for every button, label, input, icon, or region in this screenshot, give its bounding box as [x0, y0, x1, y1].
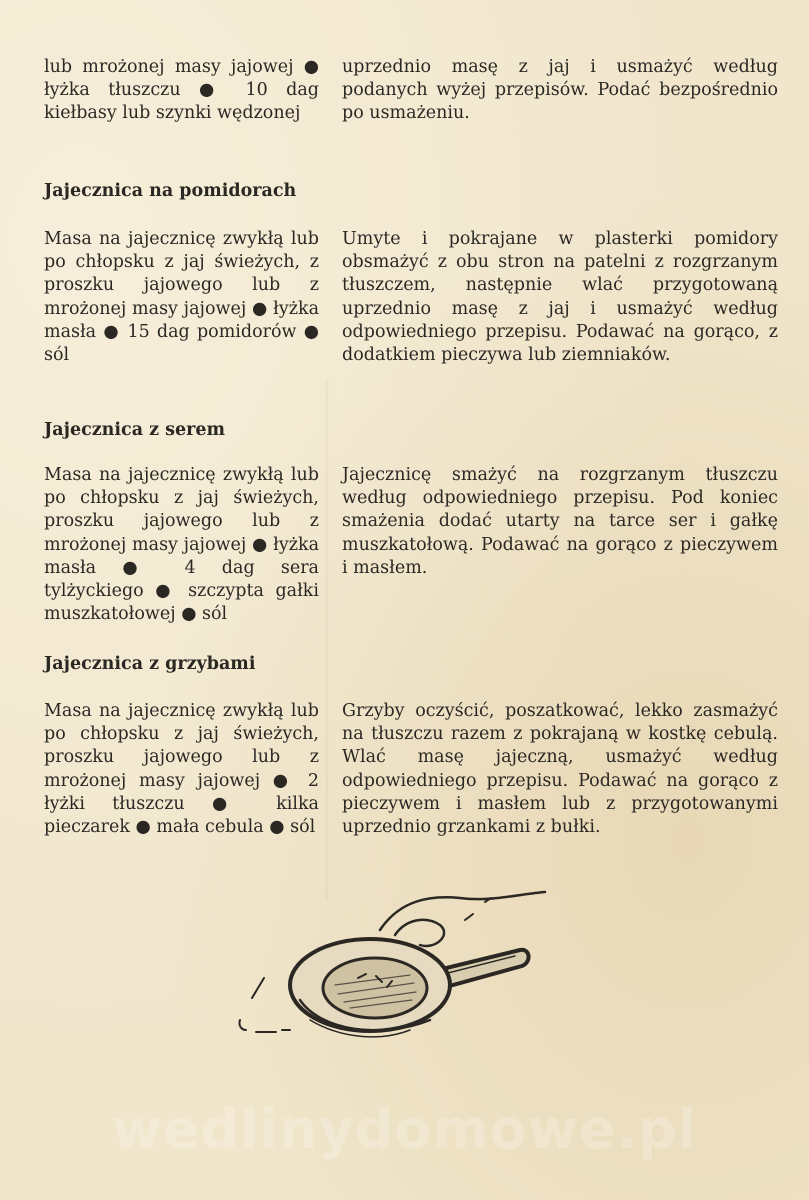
recipe-ingredients: Masa na jajecznicę zwykłą lub po chłopsku z jaj świeżych, proszku jajowego lub z mrożonej masy jajowej ● łyżka masła ● 4 dag sera tylżyckiego ● szczypta gałki muszkatołowej ● sól: [44, 465, 319, 625]
recipe-method: Umyte i pokrajane w plasterki pomidory obsmażyć z obu stron na patelni z rozgrzanym tłuszczem, następnie wlać przygotowaną uprzednio masę z jaj i usmażyć według odpowiedniego przepisu. Podawać na gorąco, z dodatkiem pieczywa lub ziemniaków.: [342, 229, 778, 366]
intro-ingredients: lub mrożonej masy jajowej ● łyżka tłuszczu ● 10 dag kiełbasy lub szynki wędzonej: [44, 57, 319, 124]
watermark: wedlinydomowe.pl: [111, 1098, 698, 1161]
frying-pan-illustration: [230, 880, 560, 1050]
recipe-method: Grzyby oczyścić, poszatkować, lekko zasmażyć na tłuszczu razem z pokrajaną w kostkę cebulą. Wlać masę jajeczną, usmażyć według odpowiedniego przepisu. Podawać na gorąco z pieczywem i masłem lub z przygotowanymi uprzednio grzankami z bułki.: [342, 701, 778, 838]
recipe-title: Jajecznica z grzybami: [44, 654, 256, 674]
recipe-method: Jajecznicę smażyć na rozgrzanym tłuszczu według odpowiedniego przepisu. Pod koniec smażenia dodać utarty na tarce ser i gałkę muszkatołową. Podawać na gorąco z pieczywem i masłem.: [342, 465, 778, 578]
recipe-ingredients: Masa na jajecznicę zwykłą lub po chłopsku z jaj świeżych, proszku jajowego lub z mrożonej masy jajowej ● 2 łyżki tłuszczu ● kilka pieczarek ● mała cebula ● sól: [44, 701, 319, 838]
intro-method: uprzednio masę z jaj i usmażyć według podanych wyżej przepisów. Podać bezpośrednio po usmażeniu.: [342, 57, 778, 124]
recipe-title: Jajecznica na pomidorach: [44, 181, 297, 201]
recipe-title: Jajecznica z serem: [44, 420, 226, 440]
recipe-ingredients: Masa na jajecznicę zwykłą lub po chłopsku z jaj świeżych, z proszku jajowego lub z mrożonej masy jajowej ● łyżka masła ● 15 dag pomidorów ● sól: [44, 229, 319, 366]
page-fold-shadow: [325, 380, 329, 900]
